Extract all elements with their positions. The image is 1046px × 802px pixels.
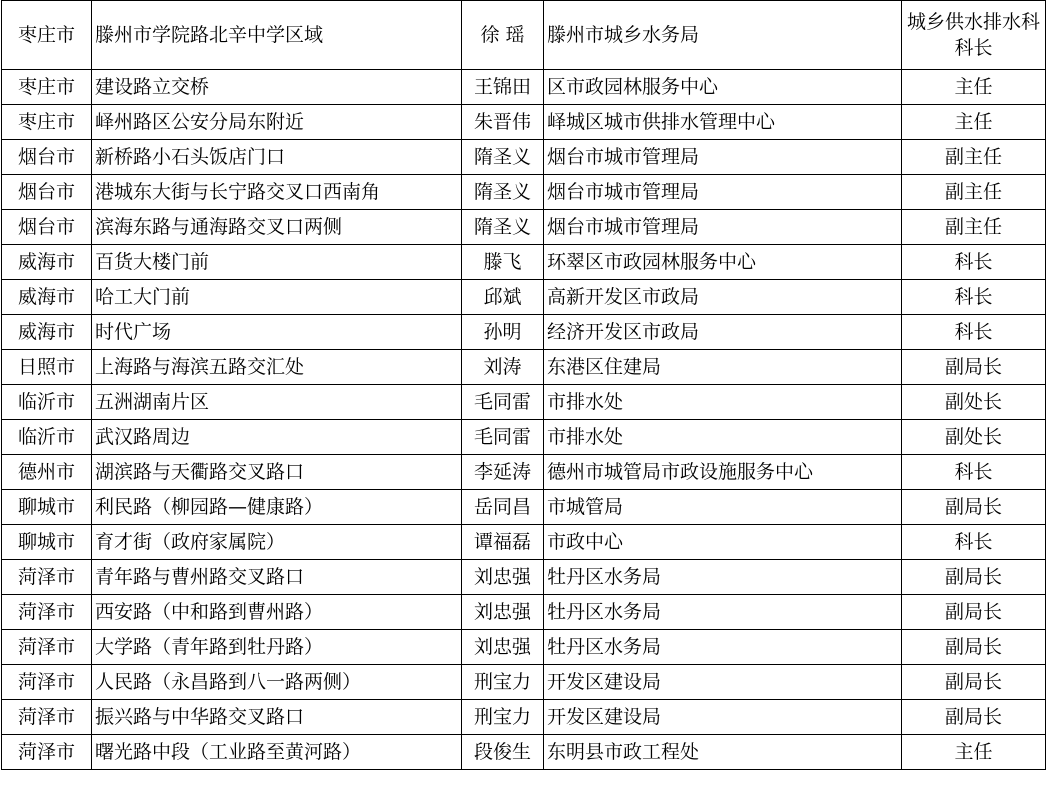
person-cell: 隋圣义 bbox=[462, 140, 544, 175]
location-cell: 利民路（柳园路—健康路） bbox=[92, 490, 462, 525]
person-cell: 隋圣义 bbox=[462, 210, 544, 245]
title-cell: 城乡供水排水科科长 bbox=[902, 1, 1046, 70]
person-cell: 李延涛 bbox=[462, 455, 544, 490]
title-cell: 主任 bbox=[902, 735, 1046, 770]
organization-cell: 峄城区城市供排水管理中心 bbox=[544, 105, 902, 140]
table-row bbox=[2, 210, 1046, 245]
city-cell: 枣庄市 bbox=[2, 105, 92, 140]
table-row bbox=[2, 280, 1046, 315]
city-cell: 菏泽市 bbox=[2, 560, 92, 595]
organization-cell: 德州市城管局市政设施服务中心 bbox=[544, 455, 902, 490]
person-cell: 刘涛 bbox=[462, 350, 544, 385]
organization-cell: 高新开发区市政局 bbox=[544, 280, 902, 315]
location-cell: 青年路与曹州路交叉路口 bbox=[92, 560, 462, 595]
responsibility-table bbox=[1, 0, 1046, 770]
city-cell: 威海市 bbox=[2, 280, 92, 315]
location-cell: 育才街（政府家属院） bbox=[92, 525, 462, 560]
table-row bbox=[2, 1, 1046, 70]
person-cell: 刘忠强 bbox=[462, 595, 544, 630]
person-cell: 朱晋伟 bbox=[462, 105, 544, 140]
person-cell: 刑宝力 bbox=[462, 700, 544, 735]
organization-cell: 经济开发区市政局 bbox=[544, 315, 902, 350]
table-row bbox=[2, 560, 1046, 595]
organization-cell: 滕州市城乡水务局 bbox=[544, 1, 902, 70]
title-cell: 副局长 bbox=[902, 630, 1046, 665]
location-cell: 武汉路周边 bbox=[92, 420, 462, 455]
organization-cell: 开发区建设局 bbox=[544, 700, 902, 735]
location-cell: 西安路（中和路到曹州路） bbox=[92, 595, 462, 630]
table-row bbox=[2, 420, 1046, 455]
table-row bbox=[2, 245, 1046, 280]
person-cell: 刘忠强 bbox=[462, 560, 544, 595]
table-row bbox=[2, 385, 1046, 420]
location-cell: 滨海东路与通海路交叉口两侧 bbox=[92, 210, 462, 245]
organization-cell: 市排水处 bbox=[544, 385, 902, 420]
title-cell: 副处长 bbox=[902, 385, 1046, 420]
organization-cell: 市政中心 bbox=[544, 525, 902, 560]
organization-cell: 牡丹区水务局 bbox=[544, 630, 902, 665]
title-cell: 科长 bbox=[902, 525, 1046, 560]
table-row bbox=[2, 350, 1046, 385]
table-row bbox=[2, 455, 1046, 490]
title-cell: 科长 bbox=[902, 315, 1046, 350]
location-cell: 哈工大门前 bbox=[92, 280, 462, 315]
person-cell: 谭福磊 bbox=[462, 525, 544, 560]
city-cell: 日照市 bbox=[2, 350, 92, 385]
organization-cell: 东明县市政工程处 bbox=[544, 735, 902, 770]
city-cell: 枣庄市 bbox=[2, 70, 92, 105]
person-cell: 王锦田 bbox=[462, 70, 544, 105]
person-cell: 刘忠强 bbox=[462, 630, 544, 665]
city-cell: 枣庄市 bbox=[2, 1, 92, 70]
table-row bbox=[2, 700, 1046, 735]
person-cell: 邱斌 bbox=[462, 280, 544, 315]
location-cell: 新桥路小石头饭店门口 bbox=[92, 140, 462, 175]
organization-cell: 牡丹区水务局 bbox=[544, 560, 902, 595]
title-cell: 副主任 bbox=[902, 210, 1046, 245]
person-cell: 孙明 bbox=[462, 315, 544, 350]
location-cell: 湖滨路与天衢路交叉路口 bbox=[92, 455, 462, 490]
table-row bbox=[2, 630, 1046, 665]
city-cell: 临沂市 bbox=[2, 385, 92, 420]
title-cell: 副局长 bbox=[902, 700, 1046, 735]
table-row bbox=[2, 735, 1046, 770]
table-row bbox=[2, 175, 1046, 210]
location-cell: 滕州市学院路北辛中学区域 bbox=[92, 1, 462, 70]
title-cell: 副局长 bbox=[902, 350, 1046, 385]
title-cell: 科长 bbox=[902, 280, 1046, 315]
location-cell: 大学路（青年路到牡丹路） bbox=[92, 630, 462, 665]
location-cell: 时代广场 bbox=[92, 315, 462, 350]
organization-cell: 烟台市城市管理局 bbox=[544, 140, 902, 175]
person-cell: 滕飞 bbox=[462, 245, 544, 280]
person-cell: 毛同雷 bbox=[462, 385, 544, 420]
city-cell: 威海市 bbox=[2, 245, 92, 280]
city-cell: 菏泽市 bbox=[2, 700, 92, 735]
table-row bbox=[2, 140, 1046, 175]
city-cell: 聊城市 bbox=[2, 525, 92, 560]
person-cell: 徐 瑶 bbox=[462, 1, 544, 70]
city-cell: 菏泽市 bbox=[2, 595, 92, 630]
location-cell: 曙光路中段（工业路至黄河路） bbox=[92, 735, 462, 770]
organization-cell: 烟台市城市管理局 bbox=[544, 210, 902, 245]
city-cell: 德州市 bbox=[2, 455, 92, 490]
table-row bbox=[2, 490, 1046, 525]
location-cell: 上海路与海滨五路交汇处 bbox=[92, 350, 462, 385]
table-row bbox=[2, 595, 1046, 630]
title-cell: 副主任 bbox=[902, 175, 1046, 210]
title-cell: 科长 bbox=[902, 245, 1046, 280]
location-cell: 五洲湖南片区 bbox=[92, 385, 462, 420]
organization-cell: 牡丹区水务局 bbox=[544, 595, 902, 630]
title-cell: 副局长 bbox=[902, 665, 1046, 700]
title-cell: 主任 bbox=[902, 70, 1046, 105]
person-cell: 毛同雷 bbox=[462, 420, 544, 455]
location-cell: 建设路立交桥 bbox=[92, 70, 462, 105]
table-row bbox=[2, 105, 1046, 140]
organization-cell: 区市政园林服务中心 bbox=[544, 70, 902, 105]
location-cell: 港城东大街与长宁路交叉口西南角 bbox=[92, 175, 462, 210]
table-row bbox=[2, 315, 1046, 350]
title-cell: 副局长 bbox=[902, 490, 1046, 525]
organization-cell: 市排水处 bbox=[544, 420, 902, 455]
title-cell: 副局长 bbox=[902, 595, 1046, 630]
table-body bbox=[2, 1, 1046, 770]
location-cell: 振兴路与中华路交叉路口 bbox=[92, 700, 462, 735]
city-cell: 菏泽市 bbox=[2, 735, 92, 770]
person-cell: 隋圣义 bbox=[462, 175, 544, 210]
location-cell: 百货大楼门前 bbox=[92, 245, 462, 280]
person-cell: 岳同昌 bbox=[462, 490, 544, 525]
table-row bbox=[2, 525, 1046, 560]
person-cell: 刑宝力 bbox=[462, 665, 544, 700]
title-cell: 副主任 bbox=[902, 140, 1046, 175]
organization-cell: 市城管局 bbox=[544, 490, 902, 525]
table-row bbox=[2, 70, 1046, 105]
city-cell: 临沂市 bbox=[2, 420, 92, 455]
organization-cell: 环翠区市政园林服务中心 bbox=[544, 245, 902, 280]
organization-cell: 烟台市城市管理局 bbox=[544, 175, 902, 210]
person-cell: 段俊生 bbox=[462, 735, 544, 770]
city-cell: 菏泽市 bbox=[2, 665, 92, 700]
organization-cell: 东港区住建局 bbox=[544, 350, 902, 385]
city-cell: 菏泽市 bbox=[2, 630, 92, 665]
city-cell: 威海市 bbox=[2, 315, 92, 350]
city-cell: 烟台市 bbox=[2, 210, 92, 245]
title-cell: 副局长 bbox=[902, 560, 1046, 595]
title-cell: 科长 bbox=[902, 455, 1046, 490]
city-cell: 烟台市 bbox=[2, 140, 92, 175]
location-cell: 人民路（永昌路到八一路两侧） bbox=[92, 665, 462, 700]
location-cell: 峄州路区公安分局东附近 bbox=[92, 105, 462, 140]
city-cell: 烟台市 bbox=[2, 175, 92, 210]
table-row bbox=[2, 665, 1046, 700]
title-cell: 副处长 bbox=[902, 420, 1046, 455]
city-cell: 聊城市 bbox=[2, 490, 92, 525]
organization-cell: 开发区建设局 bbox=[544, 665, 902, 700]
title-cell: 主任 bbox=[902, 105, 1046, 140]
